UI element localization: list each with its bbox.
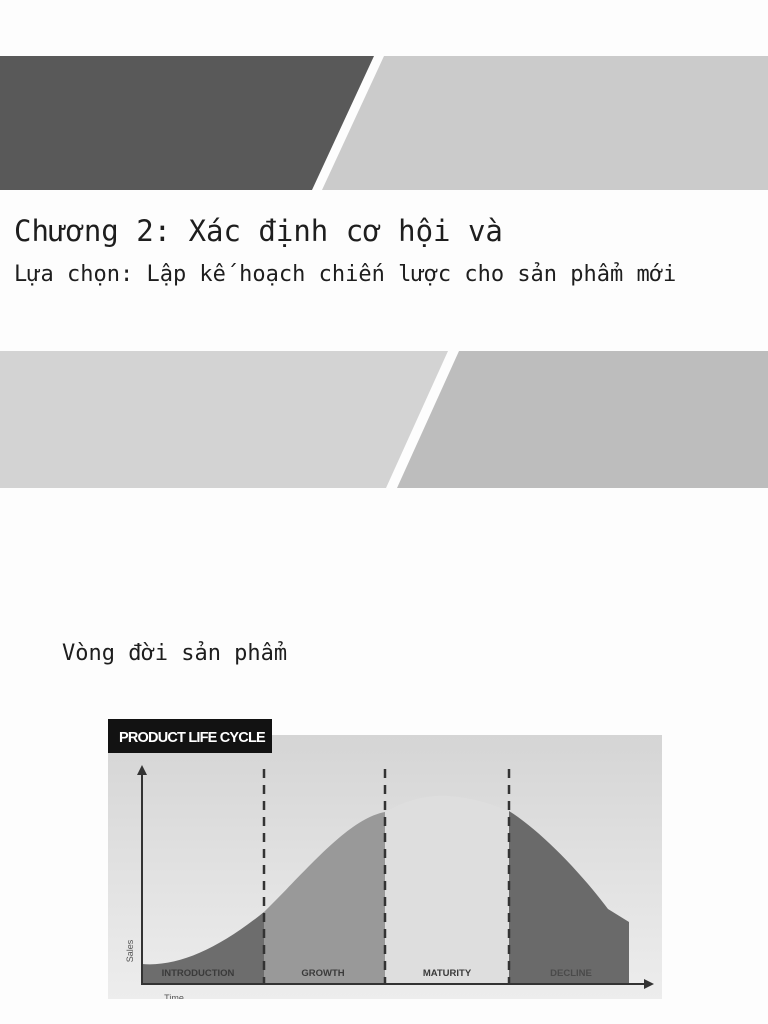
stage-label-growth: GROWTH [301, 968, 345, 979]
slide-title: Chương 2: Xác định cơ hội và [14, 214, 503, 248]
top-band-dark-segment [0, 56, 374, 190]
product-life-cycle-figure [108, 719, 662, 999]
stage-label-decline: DECLINE [550, 968, 592, 979]
section-label: Vòng đời sản phẩm [62, 641, 288, 666]
y-axis-label: Sales [125, 939, 135, 963]
stage-label-maturity: MATURITY [422, 968, 472, 979]
middle-decorative-band [0, 351, 768, 488]
figure-banner-text: PRODUCT LIFE CYCLE [119, 730, 265, 746]
slide-subtitle: Lựa chọn: Lập kế hoạch chiến lược cho sản phẩm mới [14, 262, 677, 287]
middle-band-left-segment [0, 351, 448, 488]
x-axis-label: Time [164, 993, 184, 999]
top-decorative-band [0, 56, 768, 190]
middle-band-right-segment [397, 351, 768, 488]
stage-label-introduction: INTRODUCTION [161, 968, 235, 979]
top-band-light-segment [322, 56, 768, 190]
